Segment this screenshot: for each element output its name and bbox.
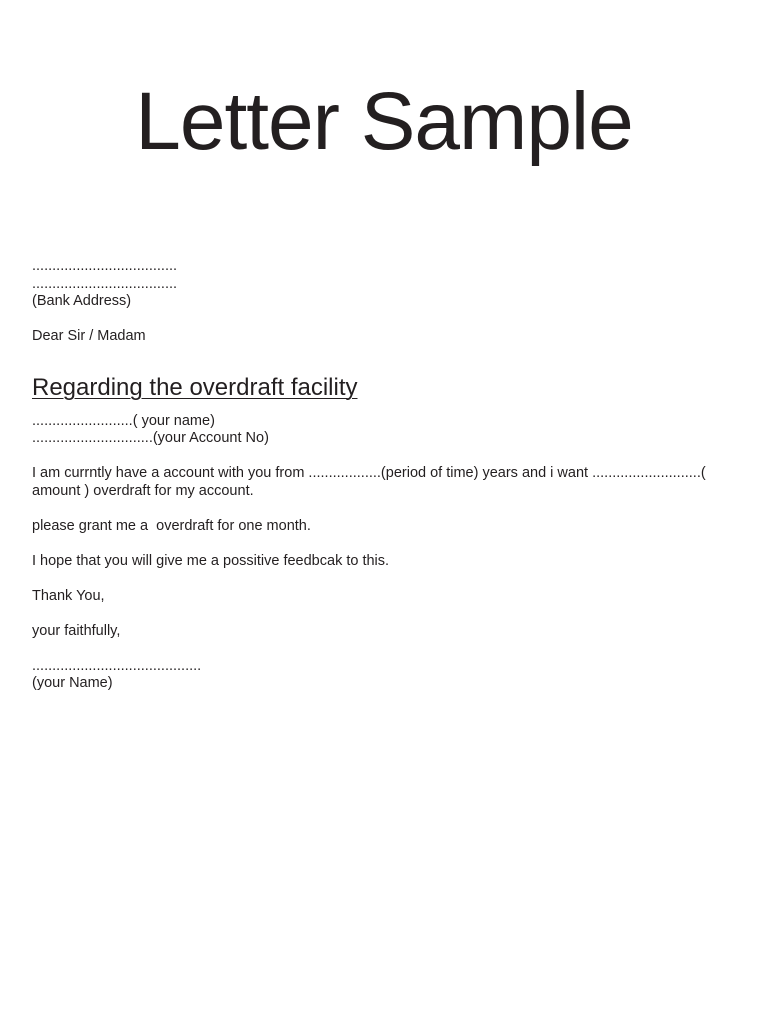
page-title: Letter Sample (135, 76, 633, 167)
signature-line: .......................................... (32, 657, 202, 674)
body-paragraph-1: I am currntly have a account with you from ..................(period of time) years and i want ...........................( amount ) overdraft for my account. (32, 465, 710, 499)
bank-address-label: (Bank Address) (32, 293, 132, 309)
closing-thanks: Thank You, (32, 587, 105, 604)
salutation: Dear Sir / Madam (32, 328, 146, 344)
signature-name: (your Name) (32, 675, 113, 691)
address-line-1: .................................... (32, 258, 178, 274)
letter-body (32, 258, 738, 693)
closing-signoff: your faithfully, (32, 622, 121, 639)
address-line-2: .................................... (32, 275, 178, 292)
sender-account-line: ..............................(your Account No) (32, 430, 269, 446)
body-paragraph-2: please grant me a overdraft for one month. (32, 517, 311, 534)
body-paragraph-3: I hope that you will give me a possitive feedbcak to this. (32, 552, 390, 569)
sender-name-line: .........................( your name) (32, 412, 215, 429)
subject-heading: Regarding the overdraft facility (32, 373, 358, 401)
